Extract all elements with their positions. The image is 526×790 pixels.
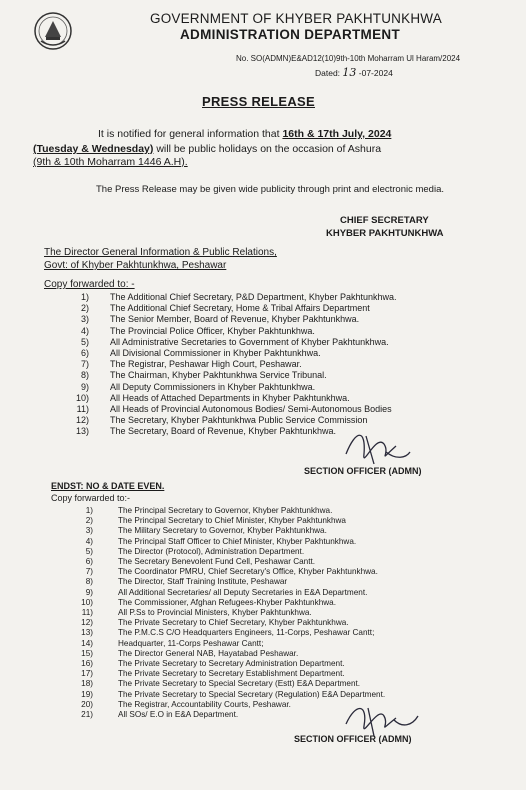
list-item-text: All Additional Secretaries/ all Deputy Secretaries in E&A Department. (118, 587, 368, 597)
notice-line-1 (98, 128, 391, 140)
list-item-text: The Senior Member, Board of Revenue, Khyber Pakhtunkhwa. (110, 314, 360, 325)
notice-text-a: It is notified for general information that (98, 128, 283, 140)
notice-days: (Tuesday & Wednesday) (33, 143, 154, 155)
list-item-number: 5) (85, 546, 93, 556)
list-item-number: 19) (81, 689, 93, 699)
list-item-text: The Principal Secretary to Chief Minister, Khyber Pakhtunkhwa (118, 516, 346, 526)
list-item-number: 15) (81, 648, 93, 658)
list-item-text: Headquarter, 11-Corps Peshawar Cantt; (118, 638, 264, 648)
list-item-text: All Heads of Attached Departments in Khyber Pakhtunkhwa. (110, 392, 350, 403)
list-item-number: 3) (85, 526, 93, 536)
list-item-number: 12) (75, 415, 89, 426)
endst-heading: ENDST: NO & DATE EVEN. (51, 481, 165, 491)
list-item-text: All Deputy Commissioners in Khyber Pakhtunkhwa. (110, 381, 316, 392)
copy-forwarded-heading: Copy forwarded to: - (44, 279, 135, 290)
list-item-number: 7) (85, 567, 93, 577)
list-item-text: The Principal Secretary to Governor, Khyber Pakhtunkhwa. (118, 506, 333, 515)
list-item-text: The Secretary, Khyber Pakhtunkhwa Public Service Commission (110, 415, 368, 426)
list-item-text: The Director, Staff Training Institute, Peshawar (118, 577, 288, 587)
list-item-text: The Private Secretary to Special Secretary (Estt) E&A Department. (118, 679, 361, 689)
addressee-line-2: Govt: of Khyber Pakhtunkhwa, Peshawar (44, 260, 227, 271)
list-item-number: 7) (80, 359, 89, 370)
list-item-text: The Additional Chief Secretary, P&D Department, Khyber Pakhtunkhwa. (110, 292, 397, 302)
list-item-number: 2) (80, 303, 89, 314)
press-release-title: PRESS RELEASE (202, 94, 315, 109)
section-officer-1: SECTION OFFICER (ADMN) (304, 466, 422, 476)
dated-day: 13 (342, 66, 357, 79)
list-item-number: 14) (81, 638, 93, 648)
list-item-number: 9) (85, 587, 93, 597)
list-item-number: 11) (76, 404, 89, 414)
dated-rest: -07-2024 (356, 68, 393, 78)
list-item-text: The Provincial Police Officer, Khyber Pakhtunkhwa. (110, 325, 315, 336)
list-item-text: The Secretary Benevolent Fund Cell, Peshawar Cantt. (118, 557, 316, 566)
list-item-text: The Coordinator PMRU, Chief Secretary's Office, Khyber Pakhtunkhwa. (118, 567, 378, 577)
list-item-text: The Private Secretary to Secretary Administration Department. (118, 659, 345, 668)
list-item-text: The Principal Staff Officer to Chief Minister, Khyber Pakhtunkhwa. (118, 536, 357, 546)
dated-label: Dated: (315, 68, 343, 78)
notice-line-3: (9th & 10th Moharram 1446 A.H). (33, 156, 188, 168)
list-item-number: 13) (81, 628, 93, 638)
list-item-text: All Heads of Provincial Autonomous Bodies/ Semi-Autonomous Bodies (110, 404, 392, 414)
list-item-number: 8) (80, 370, 89, 381)
list-item-text: The P.M.C.S C/O Headquarters Engineers, 11-Corps, Peshawar Cantt; (118, 628, 375, 638)
list-item-number: 21) (81, 710, 93, 719)
reference-number: No. SO(ADMN)E&AD12(10)9th-10th Moharram Ul Haram/2024 (236, 54, 461, 63)
list-item-number: 4) (80, 325, 89, 336)
list-item-text: The Director (Protocol), Administration Department. (118, 546, 305, 556)
list-item-number: 1) (80, 292, 89, 302)
publicity-note: The Press Release may be given wide publicity through print and electronic media. (96, 184, 444, 195)
list-item-text: All P.Ss to Provincial Ministers, Khyber Pakhtunkhwa. (118, 608, 312, 617)
list-item-text: The Private Secretary to Special Secretary (Regulation) E&A Department. (118, 689, 386, 699)
list-item-number: 6) (80, 348, 89, 358)
list-item-number: 11) (81, 608, 93, 617)
government-emblem-icon (33, 11, 73, 51)
list-item-number: 10) (81, 597, 93, 607)
list-item-text: The Private Secretary to Secretary Establishment Department. (118, 669, 345, 679)
chief-secretary-province: KHYBER PAKHTUNKHWA (326, 228, 444, 239)
list-item-number: 6) (85, 557, 93, 566)
list-item-text: The Commissioner, Afghan Refugees-Khyber Pakhtunkhwa. (118, 597, 336, 607)
list-item-number: 17) (81, 669, 93, 679)
chief-secretary-title: CHIEF SECRETARY (340, 215, 429, 226)
list-item-text: The Private Secretary to Chief Secretary, Khyber Pakhtunkhwa. (118, 618, 349, 628)
list-item-number: 5) (80, 336, 89, 347)
list-item-number: 1) (85, 506, 93, 515)
list-item-text: All Divisional Commissioner in Khyber Pakhtunkhwa. (110, 348, 321, 358)
list-item-number: 9) (80, 381, 89, 392)
list-item-number: 12) (81, 618, 93, 628)
list-item-number: 16) (81, 659, 93, 668)
list-item-number: 3) (80, 314, 89, 325)
list-item-number: 13) (75, 426, 89, 437)
section-officer-2: SECTION OFFICER (ADMN) (294, 734, 412, 744)
notice-dates: 16th & 17th July, 2024 (282, 128, 392, 140)
list-item-number: 20) (81, 699, 93, 709)
list-item-number: 10) (75, 392, 89, 403)
notice-line-2 (33, 143, 381, 155)
notice-text-b: will be public holidays on the occasion of Ashura (153, 143, 382, 155)
endst-copy-heading: Copy forwarded to:- (51, 493, 131, 503)
list-item-text: The Registrar, Accountability Courts, Peshawar. (118, 699, 291, 709)
dated-line (315, 66, 393, 79)
list-item-number: 4) (85, 536, 93, 546)
header-department: ADMINISTRATION DEPARTMENT (180, 27, 400, 42)
list-item-text: The Director General NAB, Hayatabad Peshawar. (118, 648, 299, 658)
list-item-text: The Secretary, Board of Revenue, Khyber Pakhtunkhwa. (110, 426, 336, 437)
list-item-number: 18) (81, 679, 93, 689)
list-item-number: 8) (85, 577, 93, 587)
list-item-text: All SOs/ E.O in E&A Department. (118, 710, 239, 719)
list-item-text: The Military Secretary to Governor, Khyber Pakhtunkhwa. (118, 526, 327, 536)
list-item-text: The Additional Chief Secretary, Home & Tribal Affairs Department (110, 303, 370, 314)
addressee-line-1: The Director General Information & Public Relations, (44, 247, 277, 258)
header-government: GOVERNMENT OF KHYBER PAKHTUNKHWA (150, 11, 442, 26)
list-item-text: The Chairman, Khyber Pakhtunkhwa Service Tribunal. (110, 370, 327, 381)
list-item-text: The Registrar, Peshawar High Court, Peshawar. (110, 359, 302, 370)
list-item-number: 2) (85, 516, 93, 526)
signature-section-officer-1 (336, 424, 416, 472)
list-item-text: All Administrative Secretaries to Government of Khyber Pakhtunkhwa. (110, 336, 389, 347)
